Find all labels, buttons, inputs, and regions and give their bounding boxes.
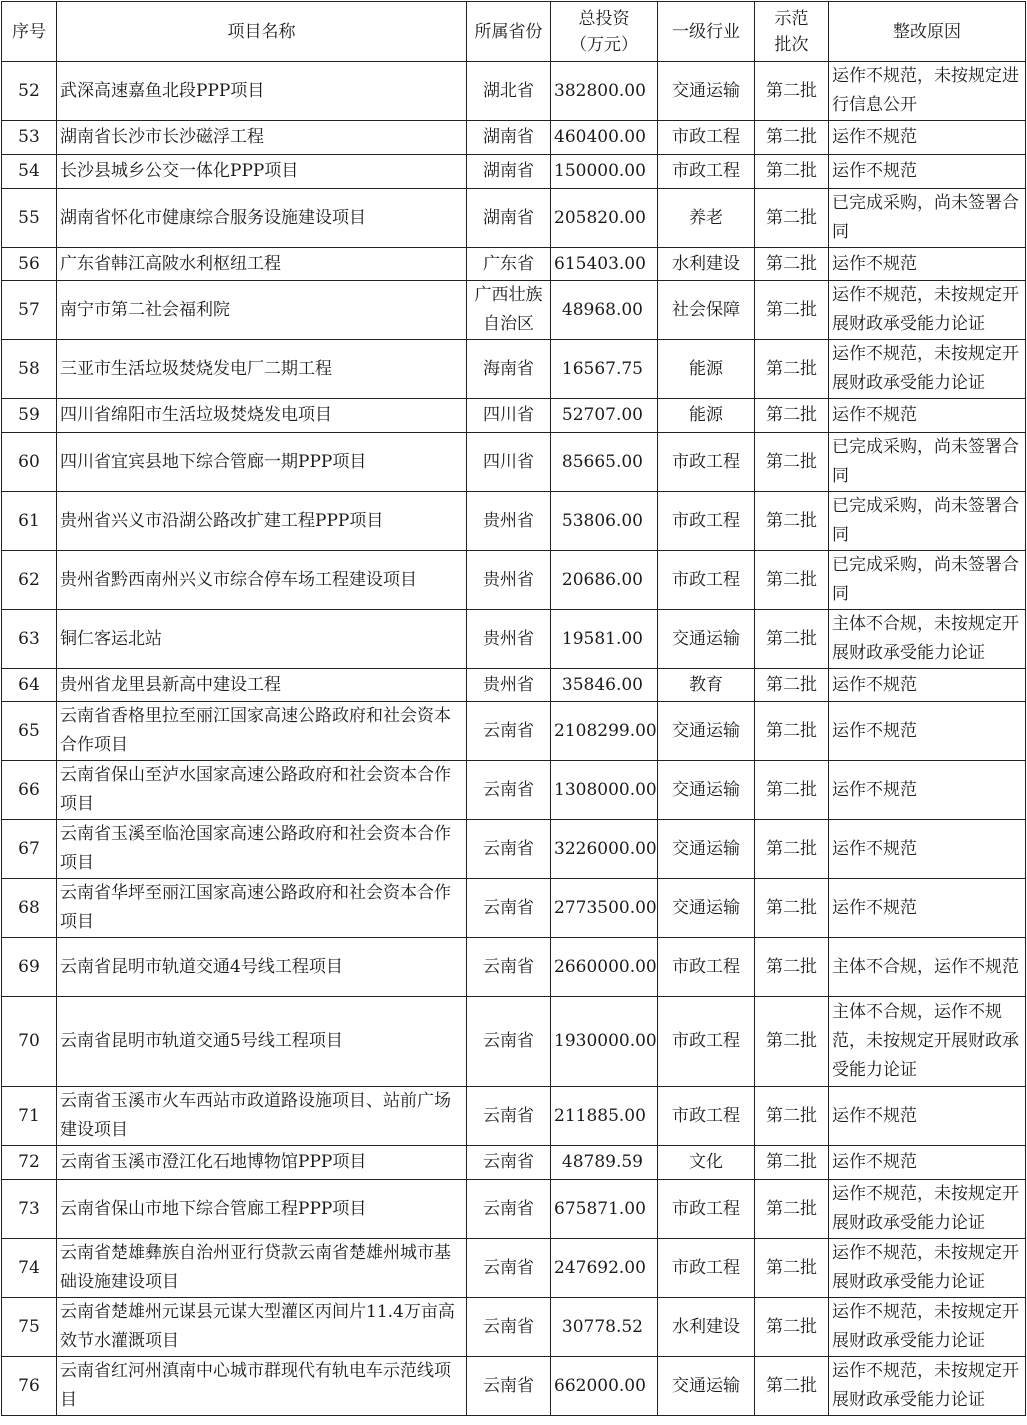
row-project-name: 云南省华坪至丽江国家高速公路政府和社会资本合作项目 bbox=[57, 879, 467, 938]
row-investment: 16567.75 bbox=[551, 340, 658, 399]
row-province: 云南省 bbox=[467, 879, 551, 938]
row-seq: 67 bbox=[2, 820, 57, 879]
row-investment: 2773500.00 bbox=[551, 879, 658, 938]
row-province: 四川省 bbox=[467, 433, 551, 492]
row-reason: 运作不规范 bbox=[829, 1146, 1026, 1180]
row-project-name: 湖南省怀化市健康综合服务设施建设项目 bbox=[57, 189, 467, 248]
row-province: 贵州省 bbox=[467, 669, 551, 702]
row-reason: 运作不规范 bbox=[829, 702, 1026, 761]
row-province: 云南省 bbox=[467, 1357, 551, 1416]
row-province: 湖南省 bbox=[467, 121, 551, 155]
row-province: 云南省 bbox=[467, 1298, 551, 1357]
row-batch: 第二批 bbox=[755, 997, 829, 1087]
row-batch: 第二批 bbox=[755, 492, 829, 551]
ppp-project-table bbox=[1, 1, 1026, 1416]
table-row bbox=[2, 1298, 1026, 1357]
row-industry: 水利建设 bbox=[658, 248, 755, 281]
header-name: 项目名称 bbox=[57, 2, 467, 62]
row-batch: 第二批 bbox=[755, 1180, 829, 1239]
row-seq: 64 bbox=[2, 669, 57, 702]
row-batch: 第二批 bbox=[755, 702, 829, 761]
header-invest-line2: （万元） bbox=[570, 34, 638, 55]
row-seq: 63 bbox=[2, 610, 57, 669]
row-reason: 运作不规范，未按规定开展财政承受能力论证 bbox=[829, 1357, 1026, 1416]
row-province: 云南省 bbox=[467, 997, 551, 1087]
row-industry: 市政工程 bbox=[658, 1239, 755, 1298]
row-project-name: 长沙县城乡公交一体化PPP项目 bbox=[57, 155, 467, 189]
row-reason: 已完成采购，尚未签署合同 bbox=[829, 433, 1026, 492]
table-row bbox=[2, 433, 1026, 492]
table-row bbox=[2, 761, 1026, 820]
row-batch: 第二批 bbox=[755, 938, 829, 997]
row-province: 云南省 bbox=[467, 820, 551, 879]
row-province: 四川省 bbox=[467, 399, 551, 433]
row-industry: 交通运输 bbox=[658, 1357, 755, 1416]
row-batch: 第二批 bbox=[755, 761, 829, 820]
row-seq: 61 bbox=[2, 492, 57, 551]
row-province: 云南省 bbox=[467, 1180, 551, 1239]
row-province: 云南省 bbox=[467, 1146, 551, 1180]
row-industry: 文化 bbox=[658, 1146, 755, 1180]
row-investment: 3226000.00 bbox=[551, 820, 658, 879]
row-industry: 水利建设 bbox=[658, 1298, 755, 1357]
table-row bbox=[2, 938, 1026, 997]
header-row bbox=[2, 2, 1026, 62]
table-row bbox=[2, 399, 1026, 433]
row-reason: 运作不规范，未按规定进行信息公开 bbox=[829, 62, 1026, 121]
row-province: 云南省 bbox=[467, 938, 551, 997]
row-industry: 市政工程 bbox=[658, 551, 755, 610]
row-industry: 能源 bbox=[658, 399, 755, 433]
row-batch: 第二批 bbox=[755, 1357, 829, 1416]
row-batch: 第二批 bbox=[755, 281, 829, 340]
row-project-name: 湖南省长沙市长沙磁浮工程 bbox=[57, 121, 467, 155]
table-row bbox=[2, 702, 1026, 761]
row-reason: 运作不规范，未按规定开展财政承受能力论证 bbox=[829, 281, 1026, 340]
row-reason: 主体不合规，运作不规范 bbox=[829, 938, 1026, 997]
row-investment: 382800.00 bbox=[551, 62, 658, 121]
row-industry: 市政工程 bbox=[658, 938, 755, 997]
row-batch: 第二批 bbox=[755, 1146, 829, 1180]
row-batch: 第二批 bbox=[755, 340, 829, 399]
row-investment: 205820.00 bbox=[551, 189, 658, 248]
row-industry: 市政工程 bbox=[658, 121, 755, 155]
table-row bbox=[2, 155, 1026, 189]
row-investment: 1308000.00 bbox=[551, 761, 658, 820]
row-batch: 第二批 bbox=[755, 1087, 829, 1146]
row-province: 云南省 bbox=[467, 1239, 551, 1298]
row-reason: 运作不规范 bbox=[829, 879, 1026, 938]
header-batch-line1: 示范 bbox=[774, 8, 809, 29]
row-investment: 662000.00 bbox=[551, 1357, 658, 1416]
table-row bbox=[2, 1357, 1026, 1416]
row-investment: 48789.59 bbox=[551, 1146, 658, 1180]
row-industry: 教育 bbox=[658, 669, 755, 702]
row-reason: 运作不规范 bbox=[829, 121, 1026, 155]
row-seq: 54 bbox=[2, 155, 57, 189]
row-industry: 市政工程 bbox=[658, 155, 755, 189]
row-industry: 交通运输 bbox=[658, 702, 755, 761]
row-seq: 71 bbox=[2, 1087, 57, 1146]
row-investment: 615403.00 bbox=[551, 248, 658, 281]
row-project-name: 贵州省黔西南州兴义市综合停车场工程建设项目 bbox=[57, 551, 467, 610]
row-project-name: 云南省楚雄彝族自治州亚行贷款云南省楚雄州城市基础设施建设项目 bbox=[57, 1239, 467, 1298]
row-investment: 53806.00 bbox=[551, 492, 658, 551]
row-reason: 运作不规范 bbox=[829, 761, 1026, 820]
table-row bbox=[2, 1087, 1026, 1146]
row-industry: 市政工程 bbox=[658, 997, 755, 1087]
row-reason: 运作不规范 bbox=[829, 155, 1026, 189]
row-industry: 市政工程 bbox=[658, 433, 755, 492]
table-row bbox=[2, 610, 1026, 669]
table-row bbox=[2, 62, 1026, 121]
row-seq: 56 bbox=[2, 248, 57, 281]
table-row bbox=[2, 1180, 1026, 1239]
row-seq: 68 bbox=[2, 879, 57, 938]
row-project-name: 云南省香格里拉至丽江国家高速公路政府和社会资本合作项目 bbox=[57, 702, 467, 761]
row-investment: 460400.00 bbox=[551, 121, 658, 155]
row-seq: 60 bbox=[2, 433, 57, 492]
row-industry: 市政工程 bbox=[658, 492, 755, 551]
table-row bbox=[2, 551, 1026, 610]
row-batch: 第二批 bbox=[755, 248, 829, 281]
row-project-name: 云南省楚雄州元谋县元谋大型灌区丙间片11.4万亩高效节水灌溉项目 bbox=[57, 1298, 467, 1357]
row-seq: 75 bbox=[2, 1298, 57, 1357]
row-seq: 73 bbox=[2, 1180, 57, 1239]
row-batch: 第二批 bbox=[755, 669, 829, 702]
row-seq: 69 bbox=[2, 938, 57, 997]
row-seq: 53 bbox=[2, 121, 57, 155]
row-seq: 62 bbox=[2, 551, 57, 610]
row-seq: 57 bbox=[2, 281, 57, 340]
table-row bbox=[2, 248, 1026, 281]
row-province: 云南省 bbox=[467, 761, 551, 820]
row-reason: 运作不规范 bbox=[829, 1087, 1026, 1146]
row-reason: 已完成采购，尚未签署合同 bbox=[829, 492, 1026, 551]
row-industry: 交通运输 bbox=[658, 62, 755, 121]
row-industry: 市政工程 bbox=[658, 1180, 755, 1239]
row-project-name: 云南省红河州滇南中心城市群现代有轨电车示范线项目 bbox=[57, 1357, 467, 1416]
row-project-name: 四川省绵阳市生活垃圾焚烧发电项目 bbox=[57, 399, 467, 433]
row-province: 湖南省 bbox=[467, 189, 551, 248]
row-batch: 第二批 bbox=[755, 399, 829, 433]
header-industry: 一级行业 bbox=[658, 2, 755, 62]
row-batch: 第二批 bbox=[755, 433, 829, 492]
row-investment: 150000.00 bbox=[551, 155, 658, 189]
row-industry: 交通运输 bbox=[658, 820, 755, 879]
row-reason: 运作不规范 bbox=[829, 248, 1026, 281]
table-row bbox=[2, 340, 1026, 399]
row-seq: 65 bbox=[2, 702, 57, 761]
row-investment: 35846.00 bbox=[551, 669, 658, 702]
row-seq: 52 bbox=[2, 62, 57, 121]
row-reason: 运作不规范 bbox=[829, 399, 1026, 433]
row-seq: 58 bbox=[2, 340, 57, 399]
header-batch-line2: 批次 bbox=[774, 34, 809, 55]
row-reason: 运作不规范，未按规定开展财政承受能力论证 bbox=[829, 340, 1026, 399]
row-industry: 市政工程 bbox=[658, 1087, 755, 1146]
row-investment: 211885.00 bbox=[551, 1087, 658, 1146]
row-investment: 48968.00 bbox=[551, 281, 658, 340]
row-investment: 675871.00 bbox=[551, 1180, 658, 1239]
table-row bbox=[2, 1239, 1026, 1298]
row-industry: 交通运输 bbox=[658, 761, 755, 820]
row-province: 云南省 bbox=[467, 1087, 551, 1146]
header-seq: 序号 bbox=[2, 2, 57, 62]
header-invest bbox=[551, 2, 658, 62]
table-row bbox=[2, 281, 1026, 340]
row-batch: 第二批 bbox=[755, 155, 829, 189]
row-reason: 运作不规范 bbox=[829, 820, 1026, 879]
row-reason: 运作不规范，未按规定开展财政承受能力论证 bbox=[829, 1180, 1026, 1239]
row-investment: 30778.52 bbox=[551, 1298, 658, 1357]
row-project-name: 云南省昆明市轨道交通5号线工程项目 bbox=[57, 997, 467, 1087]
row-industry: 交通运输 bbox=[658, 610, 755, 669]
row-project-name: 云南省玉溪市澄江化石地博物馆PPP项目 bbox=[57, 1146, 467, 1180]
row-batch: 第二批 bbox=[755, 189, 829, 248]
row-province: 贵州省 bbox=[467, 492, 551, 551]
row-project-name: 铜仁客运北站 bbox=[57, 610, 467, 669]
row-project-name: 广东省韩江高陂水利枢纽工程 bbox=[57, 248, 467, 281]
row-batch: 第二批 bbox=[755, 1239, 829, 1298]
row-project-name: 云南省保山市地下综合管廊工程PPP项目 bbox=[57, 1180, 467, 1239]
row-batch: 第二批 bbox=[755, 610, 829, 669]
table-row bbox=[2, 121, 1026, 155]
table-row bbox=[2, 669, 1026, 702]
table-row bbox=[2, 879, 1026, 938]
table-body bbox=[2, 62, 1026, 1416]
row-investment: 247692.00 bbox=[551, 1239, 658, 1298]
row-seq: 70 bbox=[2, 997, 57, 1087]
table-row bbox=[2, 492, 1026, 551]
row-project-name: 南宁市第二社会福利院 bbox=[57, 281, 467, 340]
header-batch bbox=[755, 2, 829, 62]
row-seq: 72 bbox=[2, 1146, 57, 1180]
row-reason: 主体不合规，运作不规范，未按规定开展财政承受能力论证 bbox=[829, 997, 1026, 1087]
table-row bbox=[2, 189, 1026, 248]
row-province: 贵州省 bbox=[467, 551, 551, 610]
header-province: 所属省份 bbox=[467, 2, 551, 62]
row-reason: 已完成采购，尚未签署合同 bbox=[829, 189, 1026, 248]
row-investment: 19581.00 bbox=[551, 610, 658, 669]
row-reason: 主体不合规，未按规定开展财政承受能力论证 bbox=[829, 610, 1026, 669]
row-investment: 85665.00 bbox=[551, 433, 658, 492]
row-project-name: 贵州省兴义市沿湖公路改扩建工程PPP项目 bbox=[57, 492, 467, 551]
header-invest-line1: 总投资 bbox=[578, 8, 630, 29]
row-seq: 74 bbox=[2, 1239, 57, 1298]
row-project-name: 云南省昆明市轨道交通4号线工程项目 bbox=[57, 938, 467, 997]
row-province: 广西壮族自治区 bbox=[467, 281, 551, 340]
row-seq: 55 bbox=[2, 189, 57, 248]
table-row bbox=[2, 997, 1026, 1087]
table-row bbox=[2, 820, 1026, 879]
header-reason: 整改原因 bbox=[829, 2, 1026, 62]
row-reason: 运作不规范，未按规定开展财政承受能力论证 bbox=[829, 1298, 1026, 1357]
row-industry: 能源 bbox=[658, 340, 755, 399]
row-batch: 第二批 bbox=[755, 62, 829, 121]
row-batch: 第二批 bbox=[755, 121, 829, 155]
row-seq: 66 bbox=[2, 761, 57, 820]
row-province: 广东省 bbox=[467, 248, 551, 281]
row-batch: 第二批 bbox=[755, 551, 829, 610]
row-reason: 已完成采购，尚未签署合同 bbox=[829, 551, 1026, 610]
row-industry: 交通运输 bbox=[658, 879, 755, 938]
row-province: 湖南省 bbox=[467, 155, 551, 189]
row-seq: 59 bbox=[2, 399, 57, 433]
row-investment: 52707.00 bbox=[551, 399, 658, 433]
row-investment: 20686.00 bbox=[551, 551, 658, 610]
row-project-name: 云南省玉溪至临沧国家高速公路政府和社会资本合作项目 bbox=[57, 820, 467, 879]
row-investment: 1930000.00 bbox=[551, 997, 658, 1087]
row-project-name: 云南省玉溪市火车西站市政道路设施项目、站前广场建设项目 bbox=[57, 1087, 467, 1146]
row-batch: 第二批 bbox=[755, 879, 829, 938]
row-province: 海南省 bbox=[467, 340, 551, 399]
row-reason: 运作不规范，未按规定开展财政承受能力论证 bbox=[829, 1239, 1026, 1298]
row-project-name: 三亚市生活垃圾焚烧发电厂二期工程 bbox=[57, 340, 467, 399]
row-reason: 运作不规范 bbox=[829, 669, 1026, 702]
row-seq: 76 bbox=[2, 1357, 57, 1416]
row-province: 湖北省 bbox=[467, 62, 551, 121]
row-project-name: 武深高速嘉鱼北段PPP项目 bbox=[57, 62, 467, 121]
row-batch: 第二批 bbox=[755, 820, 829, 879]
row-batch: 第二批 bbox=[755, 1298, 829, 1357]
row-project-name: 贵州省龙里县新高中建设工程 bbox=[57, 669, 467, 702]
row-project-name: 四川省宜宾县地下综合管廊一期PPP项目 bbox=[57, 433, 467, 492]
row-province: 云南省 bbox=[467, 702, 551, 761]
row-industry: 养老 bbox=[658, 189, 755, 248]
row-project-name: 云南省保山至泸水国家高速公路政府和社会资本合作项目 bbox=[57, 761, 467, 820]
row-province: 贵州省 bbox=[467, 610, 551, 669]
row-industry: 社会保障 bbox=[658, 281, 755, 340]
row-investment: 2660000.00 bbox=[551, 938, 658, 997]
table-row bbox=[2, 1146, 1026, 1180]
row-investment: 2108299.00 bbox=[551, 702, 658, 761]
